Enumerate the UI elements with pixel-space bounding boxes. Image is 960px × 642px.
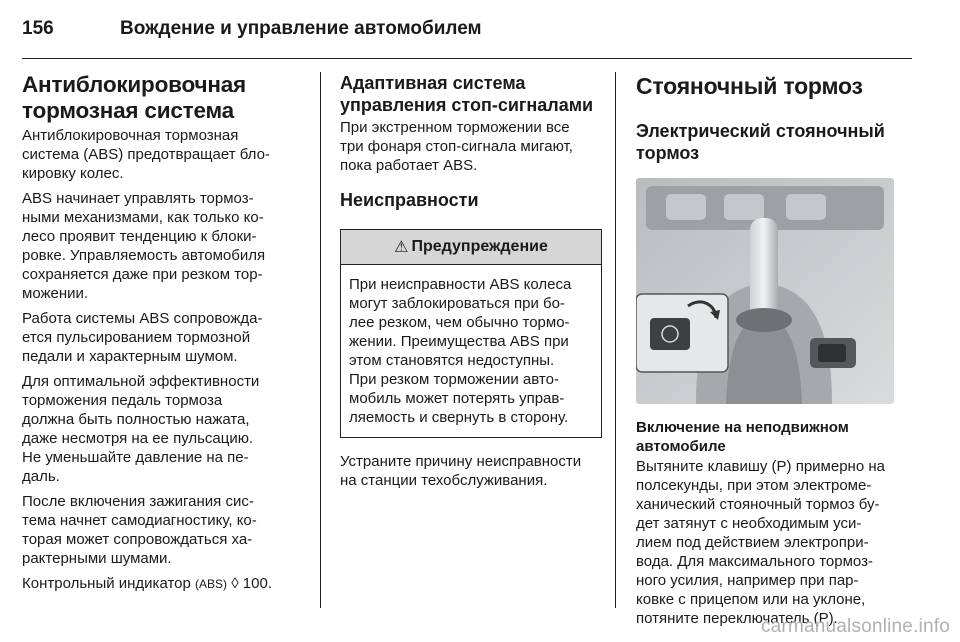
abs-heading: Антиблокировочная тормозная система (22, 72, 246, 123)
column-brake-lights (340, 72, 602, 496)
parking-brake-photo (636, 178, 894, 404)
warning-triangle-icon: ⚠ (394, 239, 409, 256)
engage-heading: Включение на неподвижном автомобиле (636, 419, 849, 455)
section-title: Вождение и управление автомобилем (120, 18, 482, 39)
column-divider-2 (615, 72, 616, 608)
column-parking-brake (636, 72, 902, 634)
page-number: 156 (22, 18, 54, 39)
abs-paragraph-4: Для оптимальной эффективности торможения педаль тормоза должна быть полностью нажата, даже несмотря на ее пульсацию. Не уменьшайте давление на пе- даль. (22, 373, 260, 485)
engage-paragraph: Вытяните клавишу (P) примерно на полсекунды, при этом электроме- ханический стояночный тормоз бу- дет затянут с необходимым уси- лием под действием электропри- вода. Для максимального тормоз- ного усилия, например при пар- ковке с прицепом или на уклоне, потяните переключатель (P). (636, 458, 885, 627)
abs-indicator-line (22, 574, 314, 594)
column-abs (22, 72, 314, 600)
warning-box (340, 229, 602, 438)
column-divider-1 (320, 72, 321, 608)
indicator-reference-link[interactable]: ◊ 100. (231, 575, 272, 592)
abs-paragraph-3: Работа системы ABS сопровожда- ется пульсированием тормозной педали и характерным шумом. (22, 310, 263, 365)
faults-heading: Неисправности (340, 190, 479, 210)
indicator-prefix: Контрольный индикатор (22, 575, 191, 592)
brake-lights-paragraph: При экстренном торможении все три фонаря стоп-сигнала мигают, пока работает ABS. (340, 119, 573, 174)
abs-paragraph-2: ABS начинает управлять тормоз- ными механизмами, как только ко- лесо проявит тенденцию к блоки- ровке. Управляемость автомобиля сохраняется даже при резком тор- можении. (22, 190, 266, 302)
abs-indicator-icon: (ABS) (195, 577, 228, 591)
service-paragraph: Устраните причину неисправности на станции техобслуживания. (340, 453, 582, 489)
warning-header (341, 230, 601, 265)
parking-brake-heading: Стояночный тормоз (636, 73, 863, 99)
warning-title: Предупреждение (411, 238, 548, 255)
header-rule (22, 58, 912, 59)
abs-paragraph-5: После включения зажигания сис- тема начнет самодиагностику, ко- торая может сопровождаться ха- рактерными шумами. (22, 493, 257, 567)
brake-lights-heading: Адаптивная система управления стоп-сигналами (340, 73, 594, 115)
watermark: carmanualsonline.info (760, 616, 950, 637)
electric-parking-brake-heading: Электрический стояночный тормоз (636, 121, 885, 163)
warning-text: При неисправности ABS колеса могут заблокироваться при бо- лее резком, чем обычно тормо- жении. Преимущества ABS при этом становятся недоступны. При резком торможении авто- мобиль может потерять управ- ляемость и свернуть в сторону. (349, 276, 572, 426)
parking-brake-illustration (636, 178, 894, 404)
page-header (22, 18, 482, 48)
abs-paragraph-1: Антиблокировочная тормозная система (ABS) предотвращает бло- кировку колес. (22, 127, 270, 182)
